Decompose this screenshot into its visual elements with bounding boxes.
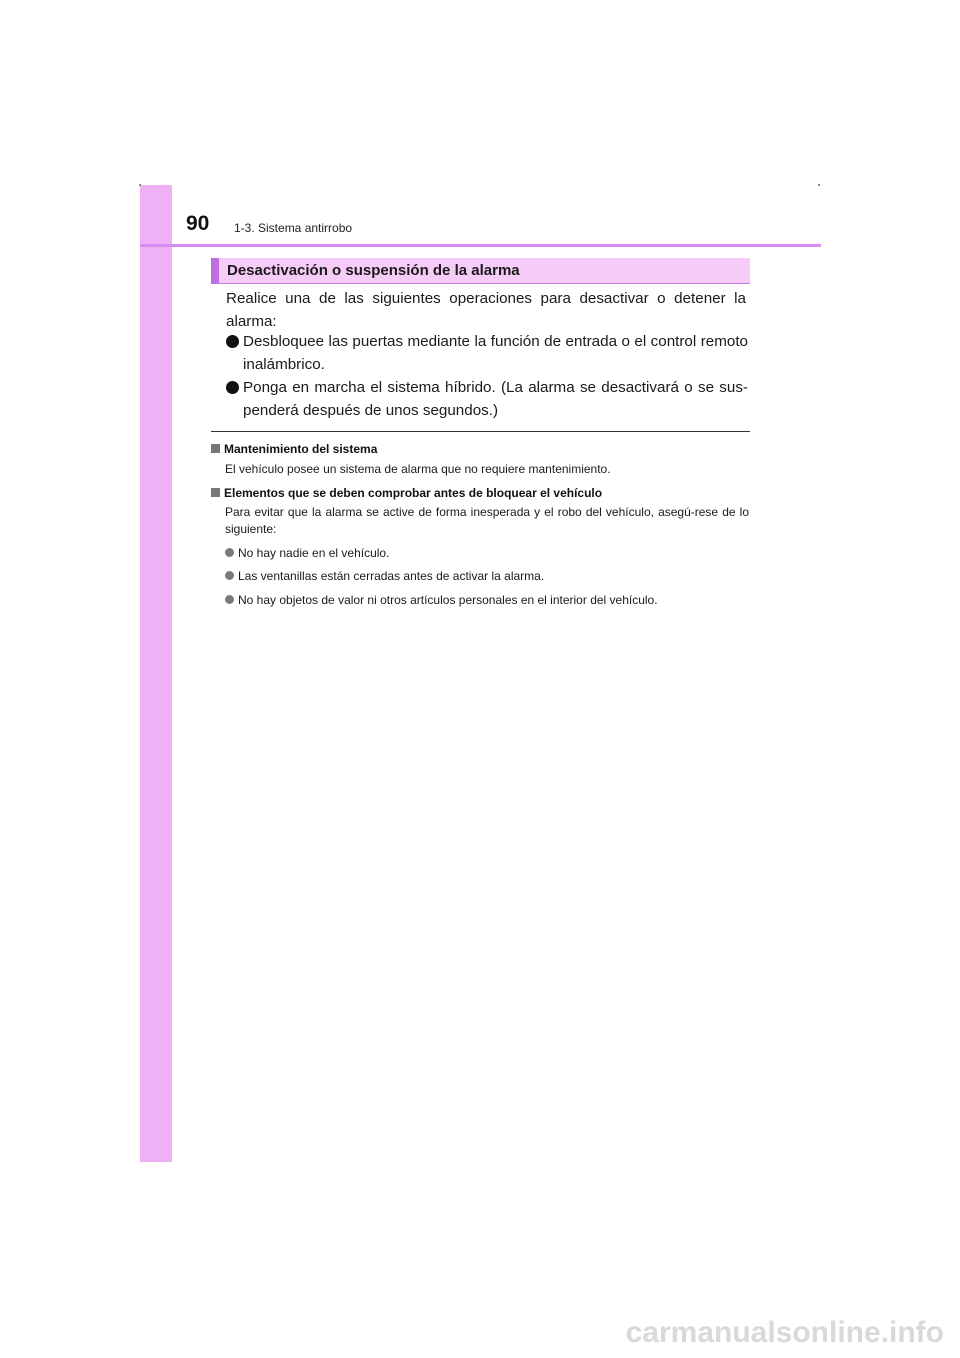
list-item bbox=[226, 376, 748, 422]
bullet-icon bbox=[225, 595, 234, 604]
chapter-side-tab bbox=[140, 185, 172, 1162]
note-heading bbox=[211, 485, 602, 501]
list-item-text: Ponga en marcha el sistema híbrido. (La alarma se desactivará o se sus-penderá después de unos segundos.) bbox=[243, 379, 748, 419]
list-item bbox=[225, 592, 749, 608]
list-item-text: Desbloquee las puertas mediante la función de entrada o el control remoto inalámbrico. bbox=[243, 333, 748, 373]
section-heading-title: Desactivación o suspensión de la alarma bbox=[227, 262, 520, 279]
note-heading bbox=[211, 441, 377, 457]
note-heading-text: Mantenimiento del sistema bbox=[224, 442, 378, 456]
note-text: El vehículo posee un sistema de alarma que no requiere mantenimiento. bbox=[225, 462, 611, 476]
list-item bbox=[226, 330, 748, 376]
header-rule bbox=[140, 244, 821, 247]
crop-mark bbox=[818, 184, 820, 186]
watermark: carmanualsonline.info bbox=[625, 1316, 944, 1349]
square-bullet-icon bbox=[211, 488, 220, 497]
bullet-icon bbox=[225, 548, 234, 557]
bullet-icon bbox=[226, 381, 239, 394]
list-item-text: No hay nadie en el vehículo. bbox=[238, 546, 390, 560]
running-header: 1-3. Sistema antirrobo bbox=[234, 221, 353, 235]
note-heading-text: Elementos que se deben comprobar antes de bloquear el vehículo bbox=[224, 486, 603, 500]
list-item-text: No hay objetos de valor ni otros artículos personales en el interior del vehículo. bbox=[238, 593, 658, 607]
intro-paragraph: Realice una de las siguientes operaciones para desactivar o detener la alarma: bbox=[226, 290, 746, 330]
list-item-text: Las ventanillas están cerradas antes de activar la alarma. bbox=[238, 569, 545, 583]
section-divider bbox=[211, 431, 750, 432]
page-number: 90 bbox=[186, 212, 210, 235]
bullet-icon bbox=[225, 571, 234, 580]
section-heading bbox=[211, 258, 750, 284]
bullet-icon bbox=[226, 335, 239, 348]
list-item bbox=[225, 568, 749, 584]
list-item bbox=[225, 545, 749, 561]
crop-mark bbox=[139, 184, 141, 186]
note-text: Para evitar que la alarma se active de forma inesperada y el robo del vehículo, asegú-rese de lo siguiente: bbox=[225, 505, 749, 536]
square-bullet-icon bbox=[211, 444, 220, 453]
